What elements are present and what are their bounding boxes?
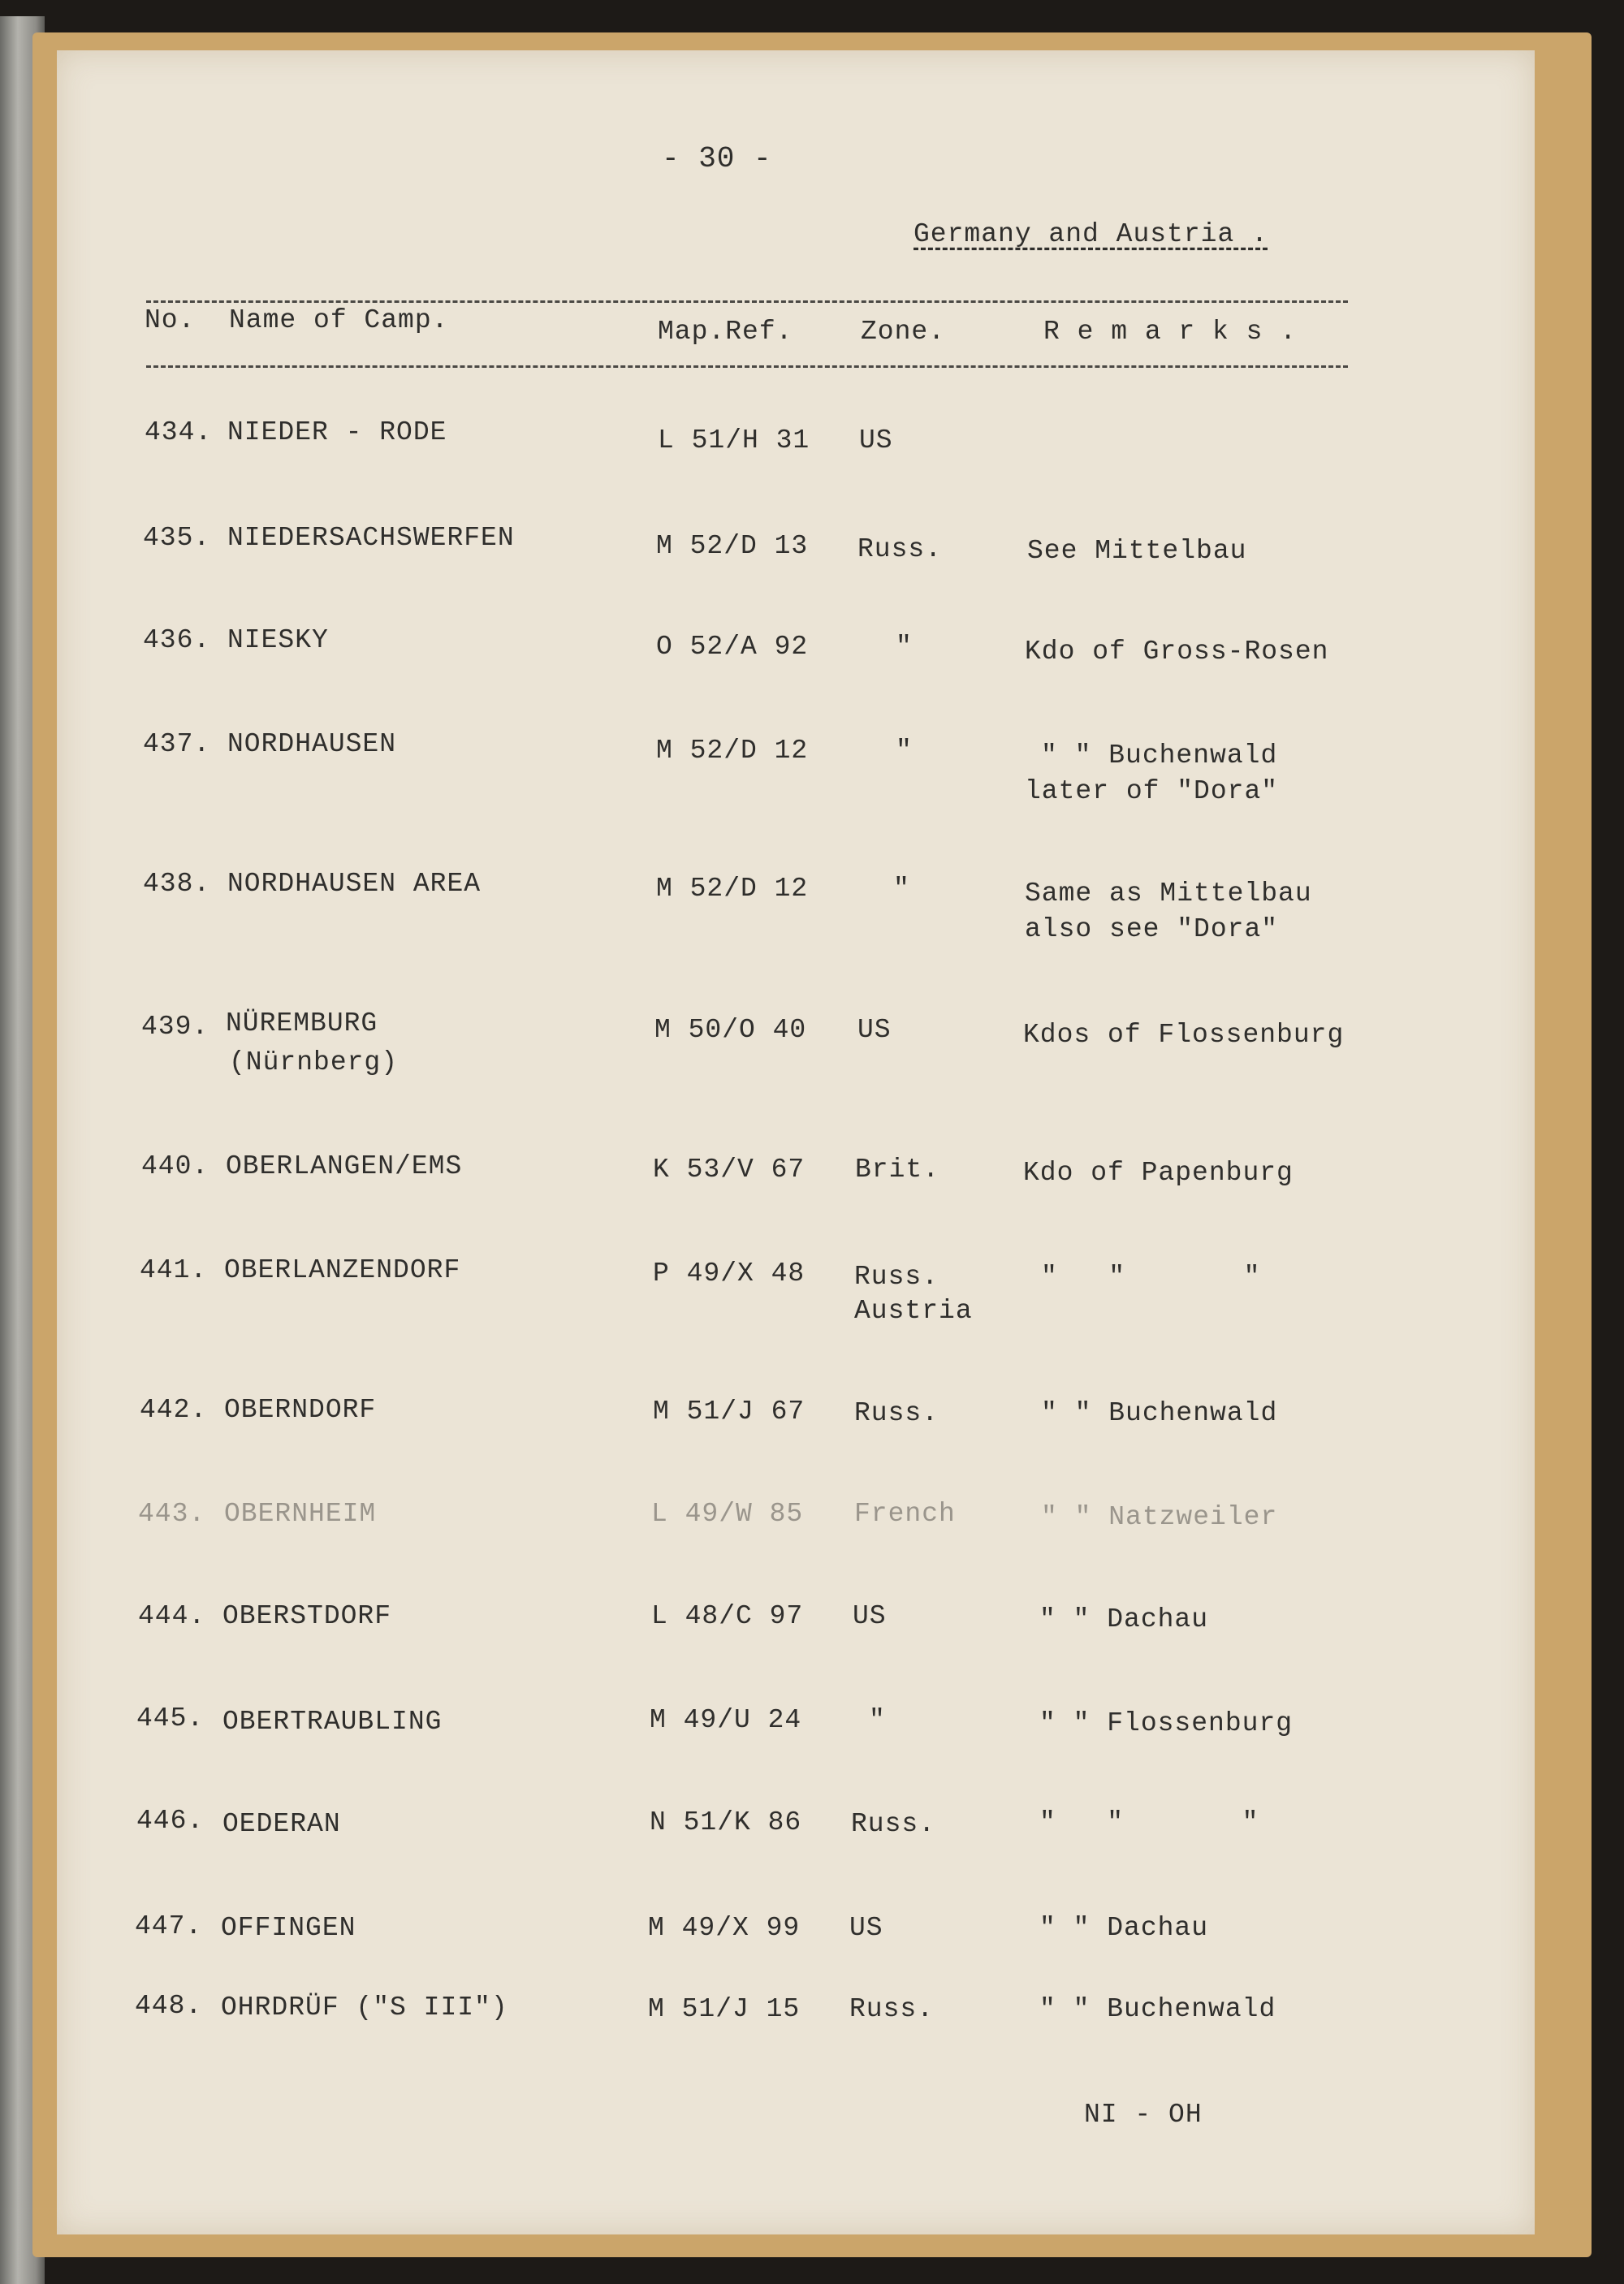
zone: Brit. [855,1155,940,1185]
remark: Kdos of Flossenburg [1023,1020,1345,1050]
map-ref: M 51/J 15 [648,1994,801,2024]
map-ref: M 51/J 67 [653,1397,806,1427]
camp-name: OBERNDORF [224,1395,377,1425]
camp-name: NIESKY [227,625,329,655]
camp-name: OBERLANZENDORF [224,1255,461,1285]
camp-name: OBERTRAUBLING [222,1707,443,1737]
row-no: 442. [140,1395,208,1425]
camp-name: OBERSTDORF [222,1601,392,1631]
zone: Russ. [854,1262,939,1292]
remark: See Mittelbau [1027,536,1247,566]
header-map-ref: Map.Ref. [658,317,793,347]
row-no: 441. [140,1255,208,1285]
zone: Russ. [849,1994,935,2024]
camp-name-alt: (Nürnberg) [229,1047,399,1077]
row-no: 446. [136,1806,205,1836]
remark: " " Buchenwald [1039,1994,1276,2024]
remark: Same as Mittelbau [1025,879,1312,909]
zone: " [869,1705,886,1735]
row-no: 447. [135,1911,203,1941]
row-no: 445. [136,1703,205,1734]
row-no: 436. [143,625,211,655]
camp-name: NÜREMBURG [226,1008,378,1038]
row-no: 439. [141,1012,209,1042]
camp-name: OFFINGEN [221,1913,356,1943]
zone: US [849,1913,883,1943]
camp-name: NIEDERSACHSWERFEN [227,523,515,553]
row-no: 438. [143,869,211,899]
remark: " " Natzweiler [1041,1502,1278,1532]
document-page [57,50,1535,2234]
map-ref: M 52/D 13 [656,531,809,561]
remark: " " Flossenburg [1039,1708,1294,1738]
zone: US [857,1015,892,1045]
page-number: - 30 - [662,142,772,175]
camp-name: OBERLANGEN/EMS [226,1151,463,1181]
remark: Kdo of Gross-Rosen [1025,637,1329,667]
zone: Russ. [854,1398,939,1428]
map-ref: M 52/D 12 [656,736,809,766]
map-ref: M 52/D 12 [656,874,809,904]
header-remarks: R e m a r k s . [1043,317,1298,347]
zone-continued: Austria [854,1296,973,1326]
remark-continued: later of "Dora" [1025,776,1279,806]
map-ref: O 52/A 92 [656,632,809,662]
remark: " " Dachau [1039,1604,1209,1634]
camp-name: NIEDER - RODE [227,417,447,447]
zone: French [854,1499,956,1529]
map-ref: M 49/U 24 [650,1705,802,1735]
remark: " " " [1041,1262,1261,1292]
row-no: 444. [138,1601,206,1631]
camp-name: NORDHAUSEN [227,729,397,759]
remark-continued: also see "Dora" [1025,914,1279,944]
row-no: 440. [141,1151,209,1181]
zone: Russ. [857,534,943,564]
header-bottom-rule [146,365,1348,368]
row-no: 437. [143,729,211,759]
page-footer: NI - OH [1084,2100,1203,2130]
row-no: 434. [145,417,213,447]
map-ref: L 49/W 85 [651,1499,804,1529]
remark: " " Buchenwald [1041,740,1278,771]
zone: US [859,425,893,456]
camp-name: OBERNHEIM [224,1499,377,1529]
region-heading: Germany and Austria . [914,219,1268,249]
remark: " " Buchenwald [1041,1398,1278,1428]
map-ref: N 51/K 86 [650,1807,802,1837]
map-ref: M 50/O 40 [654,1015,807,1045]
remark: Kdo of Papenburg [1023,1158,1294,1188]
zone: " [896,736,913,766]
map-ref: P 49/X 48 [653,1259,806,1289]
header-name: Name of Camp. [229,305,449,335]
header-zone: Zone. [861,317,946,347]
camp-name: OEDERAN [222,1809,341,1839]
remark: " " Dachau [1039,1913,1209,1943]
map-ref: M 49/X 99 [648,1913,801,1943]
row-no: 448. [135,1991,203,2021]
header-no: No. [145,305,196,335]
map-ref: K 53/V 67 [653,1155,806,1185]
remark: " " " [1039,1807,1259,1837]
row-no: 435. [143,523,211,553]
camp-name: NORDHAUSEN AREA [227,869,482,899]
zone: Russ. [851,1809,936,1839]
map-ref: L 48/C 97 [651,1601,804,1631]
header-top-rule [146,300,1348,303]
zone: US [853,1601,887,1631]
map-ref: L 51/H 31 [658,425,810,456]
zone: " [893,874,910,904]
camp-name: OHRDRÜF ("S III") [221,1993,508,2023]
zone: " [896,632,913,662]
row-no: 443. [138,1499,206,1529]
